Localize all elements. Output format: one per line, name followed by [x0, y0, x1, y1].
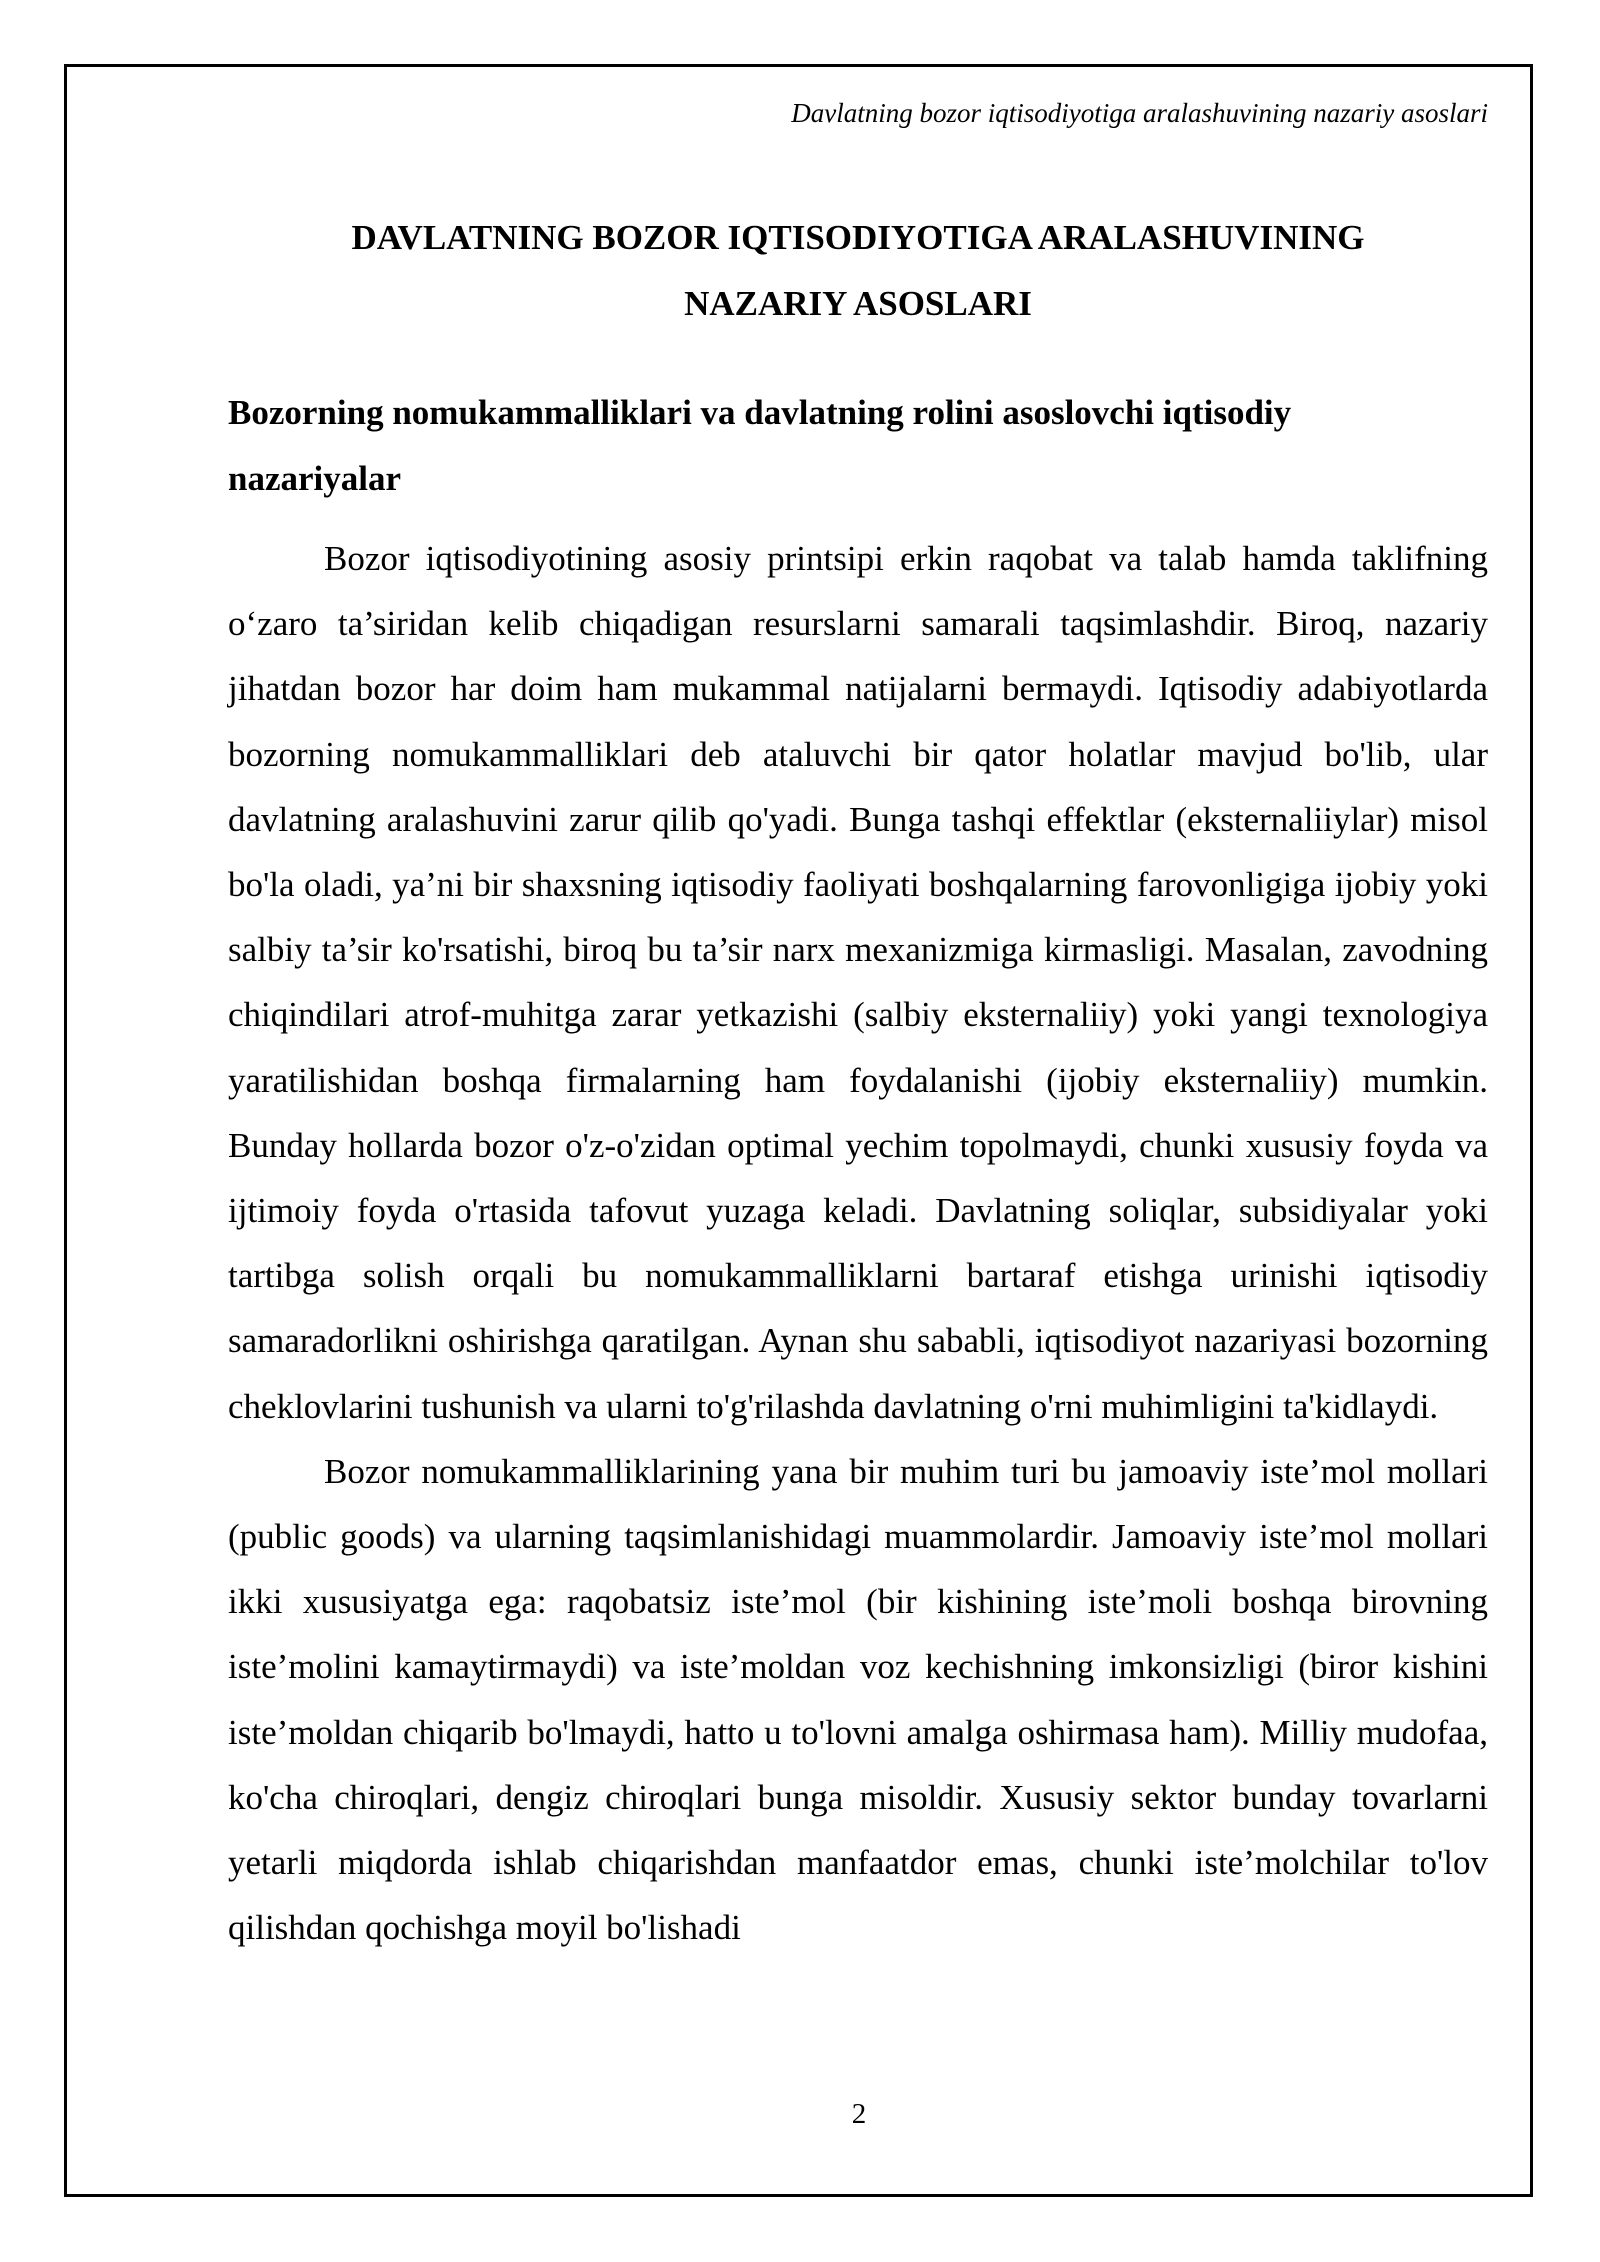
section-heading-line-2: nazariyalar	[228, 459, 402, 498]
page-number: 2	[851, 2098, 867, 2130]
section-heading	[228, 380, 1488, 512]
paragraph-2: Bozor nomukammalliklarining yana bir muhim turi bu jamoaviy iste’mol mollari (public goods) va ularning taqsimlanishidagi muammolardir. Jamoaviy iste’mol mollari ikki xususiyatga ega: raqobatsiz iste’mol (bir kishining iste’moli boshqa birovning iste’molini kamaytirmaydi) va iste’moldan voz kechishning imkonsizligi (biror kishini iste’moldan chiqarib bo'lmaydi, hatto u to'lovni amalga oshirmasa ham). Milliy mudofaa, ko'cha chiroqlari, dengiz chiroqlari bunga misoldir. Xususiy sektor bunday tovarlarni yetarli miqdorda ishlab chiqarishdan manfaatdor emas, chunki iste’molchilar to'lov qilishdan qochishga moyil bo'lishadi	[228, 1451, 1488, 1948]
document-title-line-1: DAVLATNING BOZOR IQTISODIYOTIGA ARALASHUVINING	[351, 218, 1365, 257]
body-text	[228, 526, 1488, 1960]
document-title	[228, 205, 1488, 337]
document-title-line-2: NAZARIY ASOSLARI	[684, 284, 1032, 323]
paragraph-1: Bozor iqtisodiyotining asosiy printsipi erkin raqobat va talab hamda taklifning o‘zaro ta’siridan kelib chiqadigan resurslarni samarali taqsimlashdir. Biroq, nazariy jihatdan bozor har doim ham mukammal natijalarni bermaydi. Iqtisodiy adabiyotlarda bozorning nomukammalliklari deb ataluvchi bir qator holatlar mavjud bo'lib, ular davlatning aralashuvini zarur qilib qo'yadi. Bunga tashqi effektlar (eksternaliiylar) misol bo'la oladi, ya’ni bir shaxsning iqtisodiy faoliyati boshqalarning farovonligiga ijobiy yoki salbiy ta’sir ko'rsatishi, biroq bu ta’sir narx mexanizmiga kirmasligi. Masalan, zavodning chiqindilari atrof-muhitga zarar yetkazishi (salbiy eksternaliiy) yoki yangi texnologiya yaratilishidan boshqa firmalarning ham foydalanishi (ijobiy eksternaliiy) mumkin. Bunday hollarda bozor o'z-o'zidan optimal yechim topolmaydi, chunki xususiy foyda va ijtimoiy foyda o'rtasida tafovut yuzaga keladi. Davlatning soliqlar, subsidiyalar yoki tartibga solish orqali bu nomukammalliklarni bartaraf etishga urinishi iqtisodiy samaradorlikni oshirishga qaratilgan. Aynan shu sababli, iqtisodiyot nazariyasi bozorning cheklovlarini tushunish va ularni to'g'rilashda davlatning o'rni muhimligini ta'kidlaydi.	[228, 539, 1488, 1426]
running-header: Davlatning bozor iqtisodiyotiga aralashuvining nazariy asoslari	[791, 98, 1488, 128]
section-heading-line-1: Bozorning nomukammalliklari va davlatning rolini asoslovchi iqtisodiy	[228, 393, 1292, 432]
